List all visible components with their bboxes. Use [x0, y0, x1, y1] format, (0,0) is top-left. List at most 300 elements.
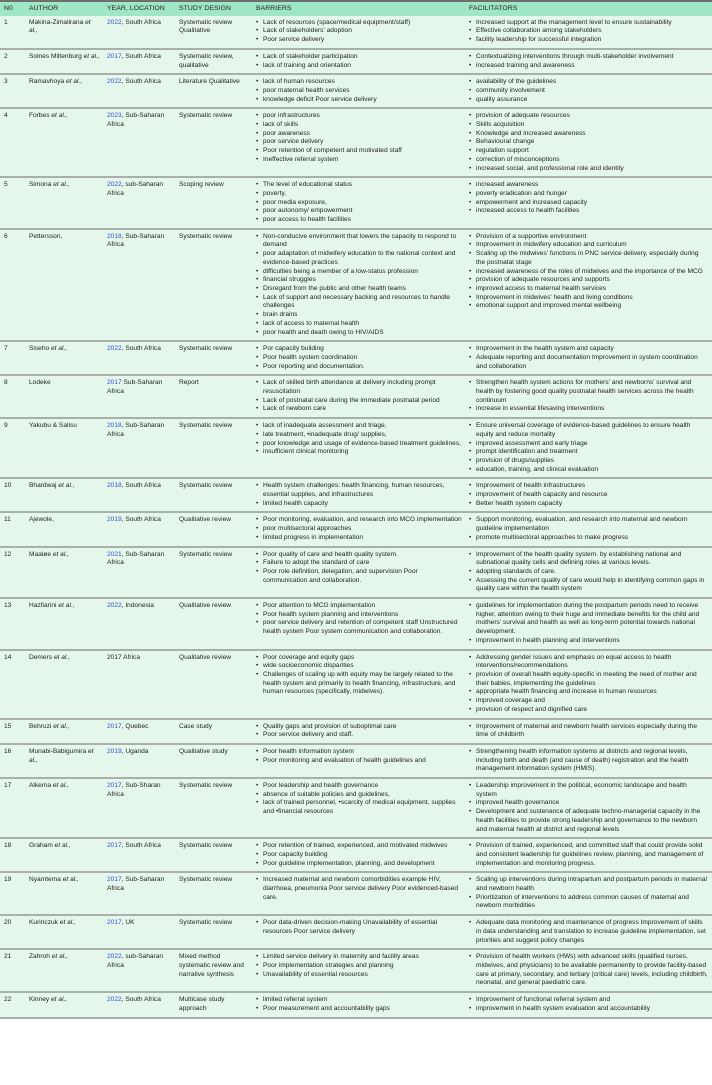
location: , South Africa [121, 996, 161, 1004]
author-cell [25, 375, 103, 418]
header-year-location: YEAR, LOCATION [103, 1, 175, 16]
facilitator-item: • provision of drugs/supplies [469, 457, 709, 466]
table-row [0, 949, 712, 992]
author-cell [25, 418, 103, 478]
year-link[interactable]: 2018 [107, 482, 122, 490]
location: , South Africa [121, 52, 161, 60]
barriers-cell [252, 744, 465, 778]
row-number: 10 [0, 478, 25, 512]
facilitator-item: • Strengthen health system actions for mothers' and newborns' survival and health by fostering good quality postnatal health services across the health continuum [469, 379, 709, 405]
barriers-list [256, 842, 462, 868]
facilitators-list [469, 602, 709, 646]
location: Sub-Saharan Africa [107, 379, 163, 396]
facilitators-cell [465, 838, 712, 872]
location: , South Africa [121, 842, 161, 850]
table-row [0, 744, 712, 778]
barrier-item: • Poor role definition, delegation, and supervision Poor communication and collaboration. [256, 568, 462, 585]
year-link[interactable]: 2021 [107, 550, 122, 558]
facilitator-item: • promote multisectoral approaches to make progress [469, 534, 709, 543]
year-location-cell [103, 418, 175, 478]
author-etal: et al., [52, 782, 69, 790]
barriers-list [256, 181, 462, 225]
year-link[interactable]: 2022 [107, 181, 122, 189]
facilitator-item: • improvement in health planning and interventions [469, 637, 709, 646]
author-etal: et al., [54, 842, 71, 850]
author-cell [25, 177, 103, 229]
row-number: 11 [0, 512, 25, 546]
year-link[interactable]: 2019 [107, 747, 122, 755]
facilitator-item: • emotional support and improved mental wellbeing [469, 302, 709, 311]
year-link[interactable]: 2022 [107, 78, 122, 86]
facilitators-cell [465, 512, 712, 546]
barriers-cell [252, 177, 465, 229]
row-number: 14 [0, 650, 25, 719]
table-row [0, 719, 712, 744]
facilitator-item: • Adequate reporting and documentation Improvement in system coordination and collaboration [469, 354, 709, 371]
study-design: Case study [175, 719, 252, 744]
facilitator-item: • increased awareness [469, 181, 709, 190]
barrier-item: • brain drains [256, 311, 462, 320]
author-etal: et al., [51, 953, 68, 961]
barrier-item: • poor service delivery [256, 138, 462, 147]
author-name: Munabi-Babigumira [29, 747, 87, 755]
location: , South Africa [121, 18, 161, 26]
year-link[interactable]: 2017 [107, 379, 122, 387]
location: , Uganda [121, 747, 149, 755]
barriers-list [256, 19, 462, 45]
barrier-item: • Poor implementation strategies and planning [256, 962, 462, 971]
barrier-item: • Poor monitoring and evaluation of health guidelines and [256, 757, 462, 766]
row-number: 5 [0, 177, 25, 229]
author-cell [25, 478, 103, 512]
barrier-item: • Poor measurement and accountability gaps [256, 1005, 462, 1014]
facilitators-list [469, 53, 709, 70]
study-design: Systematic review [175, 341, 252, 375]
author-name: Ramavhoya [29, 78, 65, 86]
facilitator-item: • prompt identification and treatment [469, 448, 709, 457]
author-cell [25, 74, 103, 108]
facilitators-cell [465, 16, 712, 49]
year-link[interactable]: 2018 [107, 232, 122, 240]
row-number: 13 [0, 598, 25, 650]
study-design: Systematic review, qualitative [175, 49, 252, 74]
author-etal: et al., [58, 482, 75, 490]
year-link[interactable]: 2017 [107, 722, 122, 730]
year-link[interactable]: 2022 [107, 18, 122, 26]
year-link[interactable]: 2022 [107, 345, 122, 353]
year-location-cell [103, 49, 175, 74]
study-design: Systematic review [175, 478, 252, 512]
facilitator-item: • availability of the guidelines [469, 78, 709, 87]
table-row [0, 177, 712, 229]
table-row [0, 16, 712, 49]
author-etal: et al., [62, 876, 79, 884]
row-number: 22 [0, 992, 25, 1017]
table-row [0, 547, 712, 599]
barriers-cell [252, 478, 465, 512]
barrier-item: • lack of trained personnel, •scarcity of medical equipment, supplies and •financial resources [256, 799, 462, 816]
year-location-cell [103, 512, 175, 546]
year-link[interactable]: 2022 [107, 953, 122, 961]
facilitator-item: • Increased support at the management level to ensure sustainability [469, 19, 709, 28]
facilitators-cell [465, 598, 712, 650]
barrier-item: • financial struggles [256, 276, 462, 285]
author-etal: et al., [51, 345, 68, 353]
row-number: 18 [0, 838, 25, 872]
facilitator-item: • provision of respect and dignified care [469, 706, 709, 715]
barrier-item: • Poor service delivery [256, 36, 462, 45]
row-number: 19 [0, 872, 25, 915]
barriers-cell [252, 49, 465, 74]
facilitators-cell [465, 49, 712, 74]
year-link[interactable]: 2022 [107, 602, 122, 610]
year-link[interactable]: 2018 [107, 422, 122, 430]
barrier-item: • Lack of postnatal care during the immediate postnatal period [256, 397, 462, 406]
barriers-list [256, 602, 462, 637]
barrier-item: • Poor retention of competent and motivated staff [256, 147, 462, 156]
barriers-cell [252, 229, 465, 341]
table-row [0, 838, 712, 872]
table-row [0, 598, 712, 650]
author-name: Maaløe [29, 550, 51, 558]
facilitator-item: • Improvement of maternal and newborn health services especially during the time of childbirth [469, 723, 709, 740]
facilitator-item: • appropriate health financing and increase in human resources [469, 688, 709, 697]
barriers-list [256, 748, 462, 765]
facilitators-list [469, 654, 709, 715]
facilitator-item: • Behavioural change [469, 138, 709, 147]
barriers-cell [252, 778, 465, 838]
location: , sub-Saharan Africa [107, 953, 164, 969]
header-no: N0 [0, 1, 25, 16]
author-name: Lodeke [29, 379, 51, 387]
barriers-cell [252, 650, 465, 719]
row-number: 20 [0, 915, 25, 949]
year-link[interactable]: 2017 [107, 52, 122, 60]
barrier-item: • poor media exposure, [256, 199, 462, 208]
barrier-item: • Poor data-driven decision-making Unavailability of essential resources Poor service delivery [256, 919, 462, 936]
header-facilitators: FACILITATORS [465, 1, 712, 16]
study-design: Systematic review [175, 778, 252, 838]
author-etal: et al., [52, 550, 69, 558]
facilitator-item: • Improvement in midwifery education and curriculum [469, 241, 709, 250]
barrier-item: • Unavailability of essential resources [256, 971, 462, 980]
location: , South Africa [121, 482, 161, 490]
facilitator-item: • Contextualizing interventions through multi-stakeholder involvement [469, 53, 709, 62]
year-location-cell [103, 992, 175, 1017]
facilitators-list [469, 78, 709, 104]
barrier-item: • wide socioeconomic disparities [256, 662, 462, 671]
barrier-item: • Por capacity building [256, 345, 462, 354]
study-design: Qualitative review [175, 512, 252, 546]
facilitator-item: • Improvement of health infrastructures [469, 482, 709, 491]
author-etal: et al., [29, 18, 91, 35]
barriers-cell [252, 418, 465, 478]
facilitator-item: • Prioritization of interventions to address common causes of maternal and newborn morbidities [469, 894, 709, 911]
location: , Sub-Sharan Africa [107, 782, 161, 798]
author-cell [25, 49, 103, 74]
barriers-list [256, 723, 462, 740]
facilitators-cell [465, 547, 712, 599]
facilitators-cell [465, 478, 712, 512]
table-row [0, 375, 712, 418]
facilitators-list [469, 422, 709, 474]
location: , Sub-Saharan Africa [107, 112, 165, 129]
author-cell [25, 650, 103, 719]
facilitators-cell [465, 74, 712, 108]
barrier-item: • limited health capacity [256, 500, 462, 509]
facilitators-list [469, 919, 709, 945]
author-cell [25, 949, 103, 992]
location: , Sub-Saharan Africa [107, 550, 165, 567]
study-design: Systematic review [175, 915, 252, 949]
barriers-cell [252, 512, 465, 546]
location: , Sub-Saharan Africa [107, 232, 165, 249]
year-location-cell [103, 719, 175, 744]
year-link[interactable]: 2017 [107, 876, 122, 884]
facilitator-item: • Leadership improvement in the political, economic landscape and health system [469, 782, 709, 799]
study-design: Systematic review [175, 229, 252, 341]
study-design: Systematic review [175, 418, 252, 478]
barrier-item: • Poor health system coordination [256, 354, 462, 363]
row-number: 1 [0, 16, 25, 49]
author-name: Simona [29, 181, 52, 189]
facilitators-cell [465, 872, 712, 915]
table-row [0, 341, 712, 375]
year-link[interactable]: 2017 [107, 919, 122, 927]
year-location-cell [103, 341, 175, 375]
barrier-item: • Poor coverage and equity gaps [256, 654, 462, 663]
barrier-item: • Poor monitoring, evaluation, and research into MCG implementation [256, 516, 462, 525]
year-location-cell [103, 108, 175, 177]
barriers-list [256, 782, 462, 817]
year-link[interactable]: 2023 [107, 112, 122, 120]
barriers-cell [252, 992, 465, 1017]
table-row [0, 778, 712, 838]
barrier-item: • poor maternal health services [256, 87, 462, 96]
study-design: Report [175, 375, 252, 418]
row-number: 3 [0, 74, 25, 108]
row-number: 12 [0, 547, 25, 599]
author-etal: et al., [83, 52, 100, 60]
table-row [0, 108, 712, 177]
year-link: 2017 [107, 653, 122, 661]
row-number: 21 [0, 949, 25, 992]
barrier-item: • poverty, [256, 190, 462, 199]
barrier-item: • Poor attention to MCG implementation [256, 602, 462, 611]
year-location-cell [103, 598, 175, 650]
facilitator-item: • adopting standards of care. [469, 568, 709, 577]
barriers-list [256, 654, 462, 698]
facilitators-cell [465, 778, 712, 838]
year-location-cell [103, 229, 175, 341]
year-location-cell [103, 74, 175, 108]
barrier-item: • Quality gaps and provision of suboptimal care [256, 723, 462, 732]
row-number: 4 [0, 108, 25, 177]
author-cell [25, 229, 103, 341]
table-row [0, 872, 712, 915]
study-design: Systematic review [175, 547, 252, 599]
facilitators-list [469, 112, 709, 173]
barrier-item: • The level of educational status [256, 181, 462, 190]
header-author: AUTHOR [25, 1, 103, 16]
author-cell [25, 512, 103, 546]
facilitator-item: • Better health system capacity [469, 500, 709, 509]
facilitator-item: • quality assurance [469, 96, 709, 105]
author-name: Demers [29, 653, 53, 661]
facilitators-list [469, 748, 709, 774]
facilitator-item: • Development and sustenance of adequate techno-managerial capacity in the health facilities to provide strong leadership and governance to the newborn and maternal health at district and regional levels [469, 808, 709, 834]
barriers-cell [252, 341, 465, 375]
facilitator-item: • improved health governance [469, 799, 709, 808]
row-number: 9 [0, 418, 25, 478]
facilitator-item: • Skills acquisition [469, 121, 709, 130]
barriers-list [256, 876, 462, 902]
barriers-list [256, 919, 462, 936]
facilitator-item: • Knowledge and increased awareness [469, 130, 709, 139]
barrier-item: • lack of access to maternal health [256, 320, 462, 329]
study-design: Systematic review [175, 838, 252, 872]
year-location-cell [103, 177, 175, 229]
author-name: Makina-Zimalirana [29, 18, 84, 26]
facilitator-item: • increased social, and professional role and identity [469, 165, 709, 174]
barrier-item: • limited progress in implementation [256, 534, 462, 543]
barrier-item: • lack of skills [256, 121, 462, 130]
author-name: Hazfiarini [29, 602, 57, 610]
barriers-list [256, 345, 462, 371]
facilitator-item: • Strengthening health information systems at districts and regional levels, including birth and death (and cause of death) registration and the health management information system (HMIS). [469, 748, 709, 774]
barriers-list [256, 953, 462, 979]
study-design: Literature Qualitative [175, 74, 252, 108]
facilitator-item: • provision of adequate resources and supports [469, 276, 709, 285]
facilitator-item: • improved coverage and [469, 697, 709, 706]
author-cell [25, 838, 103, 872]
author-etal: et al., [58, 602, 75, 610]
barriers-list [256, 422, 462, 457]
author-etal: et al., [53, 722, 70, 730]
author-name: Forbes [29, 112, 50, 120]
facilitators-list [469, 876, 709, 911]
year-link[interactable]: 2019 [107, 516, 122, 524]
facilitators-cell [465, 992, 712, 1017]
row-number: 17 [0, 778, 25, 838]
barrier-item: • lack of training and orientation [256, 62, 462, 71]
barrier-item: • poor access to health facilities [256, 216, 462, 225]
facilitator-item: • Improvement in midwives' health and living conditions [469, 294, 709, 303]
author-etal: et al., [53, 653, 71, 661]
author-name: Ajewole, [29, 516, 54, 524]
barriers-cell [252, 74, 465, 108]
barriers-cell [252, 375, 465, 418]
barriers-list [256, 233, 462, 337]
year-location-cell [103, 650, 175, 719]
author-etal: et al., [29, 747, 94, 764]
barrier-item: • limited referral system [256, 996, 462, 1005]
barrier-item: • Lack of newborn care [256, 405, 462, 414]
barriers-cell [252, 915, 465, 949]
study-design: Systematic review Qualitative [175, 16, 252, 49]
facilitators-list [469, 482, 709, 508]
barriers-cell [252, 598, 465, 650]
author-name: Zahroh [29, 953, 50, 961]
barrier-item: • Poor retention of trained, experienced, and motivated midwives [256, 842, 462, 851]
barrier-item: • Failure to adopt the standard of care [256, 559, 462, 568]
header-row [0, 1, 712, 16]
row-number: 8 [0, 375, 25, 418]
study-design: Qualitative review [175, 598, 252, 650]
author-cell [25, 915, 103, 949]
facilitators-cell [465, 229, 712, 341]
year-link[interactable]: 2017 [107, 782, 122, 790]
barrier-item: • Lack of stakeholder participation [256, 53, 462, 62]
author-cell [25, 719, 103, 744]
facilitator-item: • guidelines for implementation during the postpartum periods need to receive higher, attention owing to their huge and immediate benefits for the child and mothers' survival and health as well as long-term potential towards national development. [469, 602, 709, 637]
table-row [0, 229, 712, 341]
facilitators-cell [465, 719, 712, 744]
barrier-item: • lack of human resources [256, 78, 462, 87]
barriers-list [256, 482, 462, 508]
location: , UK [121, 919, 135, 927]
barrier-item: • insufficient clinical monitoring [256, 448, 462, 457]
facilitators-cell [465, 375, 712, 418]
year-link[interactable]: 2017 [107, 842, 122, 850]
barrier-item: • poor awareness [256, 130, 462, 139]
barrier-item: • Poor leadership and health governance [256, 782, 462, 791]
year-location-cell [103, 16, 175, 49]
author-cell [25, 778, 103, 838]
study-design: Qualitative review [175, 650, 252, 719]
barriers-cell [252, 838, 465, 872]
barrier-item: • Increased maternal and newborn comorbidities example HIV, diarrhoea, pneumonia Poor service delivery Poor evidenced-based care. [256, 876, 462, 902]
facilitators-list [469, 996, 709, 1013]
barrier-item: • Non-conducive environment that lowers the capacity to respond to demand [256, 233, 462, 250]
barrier-item: • poor service delivery and retention of competent staff Unstructured health system Poor system communication and collaboration. [256, 619, 462, 636]
facilitator-item: • increased access to health facilities [469, 207, 709, 216]
barriers-list [256, 551, 462, 586]
facilitator-item: • Support monitoring, evaluation, and research into maternal and newborn guideline implementation [469, 516, 709, 533]
author-name: Pettersson, [29, 232, 63, 240]
location: , Sub-Saharan Africa [107, 422, 165, 438]
author-cell [25, 598, 103, 650]
author-etal: et al., [51, 112, 68, 120]
year-location-cell [103, 744, 175, 778]
barrier-item: • Poor reporting and documentation. [256, 363, 462, 372]
facilitators-list [469, 782, 709, 834]
barriers-list [256, 379, 462, 414]
location: , sub-Saharan Africa [107, 181, 164, 197]
facilitators-cell [465, 915, 712, 949]
facilitators-cell [465, 108, 712, 177]
location: Africa [121, 653, 140, 661]
header-barriers: BARRIERS [252, 1, 465, 16]
study-design: Systematic review [175, 872, 252, 915]
year-location-cell [103, 949, 175, 992]
barriers-list [256, 112, 462, 164]
author-name: Solnes Miltenburg [29, 52, 82, 60]
year-link[interactable]: 2022 [107, 996, 122, 1004]
facilitators-list [469, 551, 709, 595]
row-number: 15 [0, 719, 25, 744]
barrier-item: • Poor capacity building [256, 851, 462, 860]
facilitator-item: • increase in essential lifesaving interventions [469, 405, 709, 414]
barrier-item: • Poor guideline implementation, planning, and development [256, 860, 462, 869]
facilitator-item: • Scaling up the midwives' functions in PNC service delivery, especially during the postnatal stage [469, 250, 709, 267]
facilitator-item: • improvement in health system evaluation and accountability [469, 1005, 709, 1014]
author-name: Behruzi [29, 722, 52, 730]
facilitators-list [469, 19, 709, 45]
barrier-item: • Poor quality of care and health quality system. [256, 551, 462, 560]
facilitator-item: • Improvement of functional referral system and [469, 996, 709, 1005]
barrier-item: • Lack of skilled birth attendance at delivery including prompt resuscitation [256, 379, 462, 396]
